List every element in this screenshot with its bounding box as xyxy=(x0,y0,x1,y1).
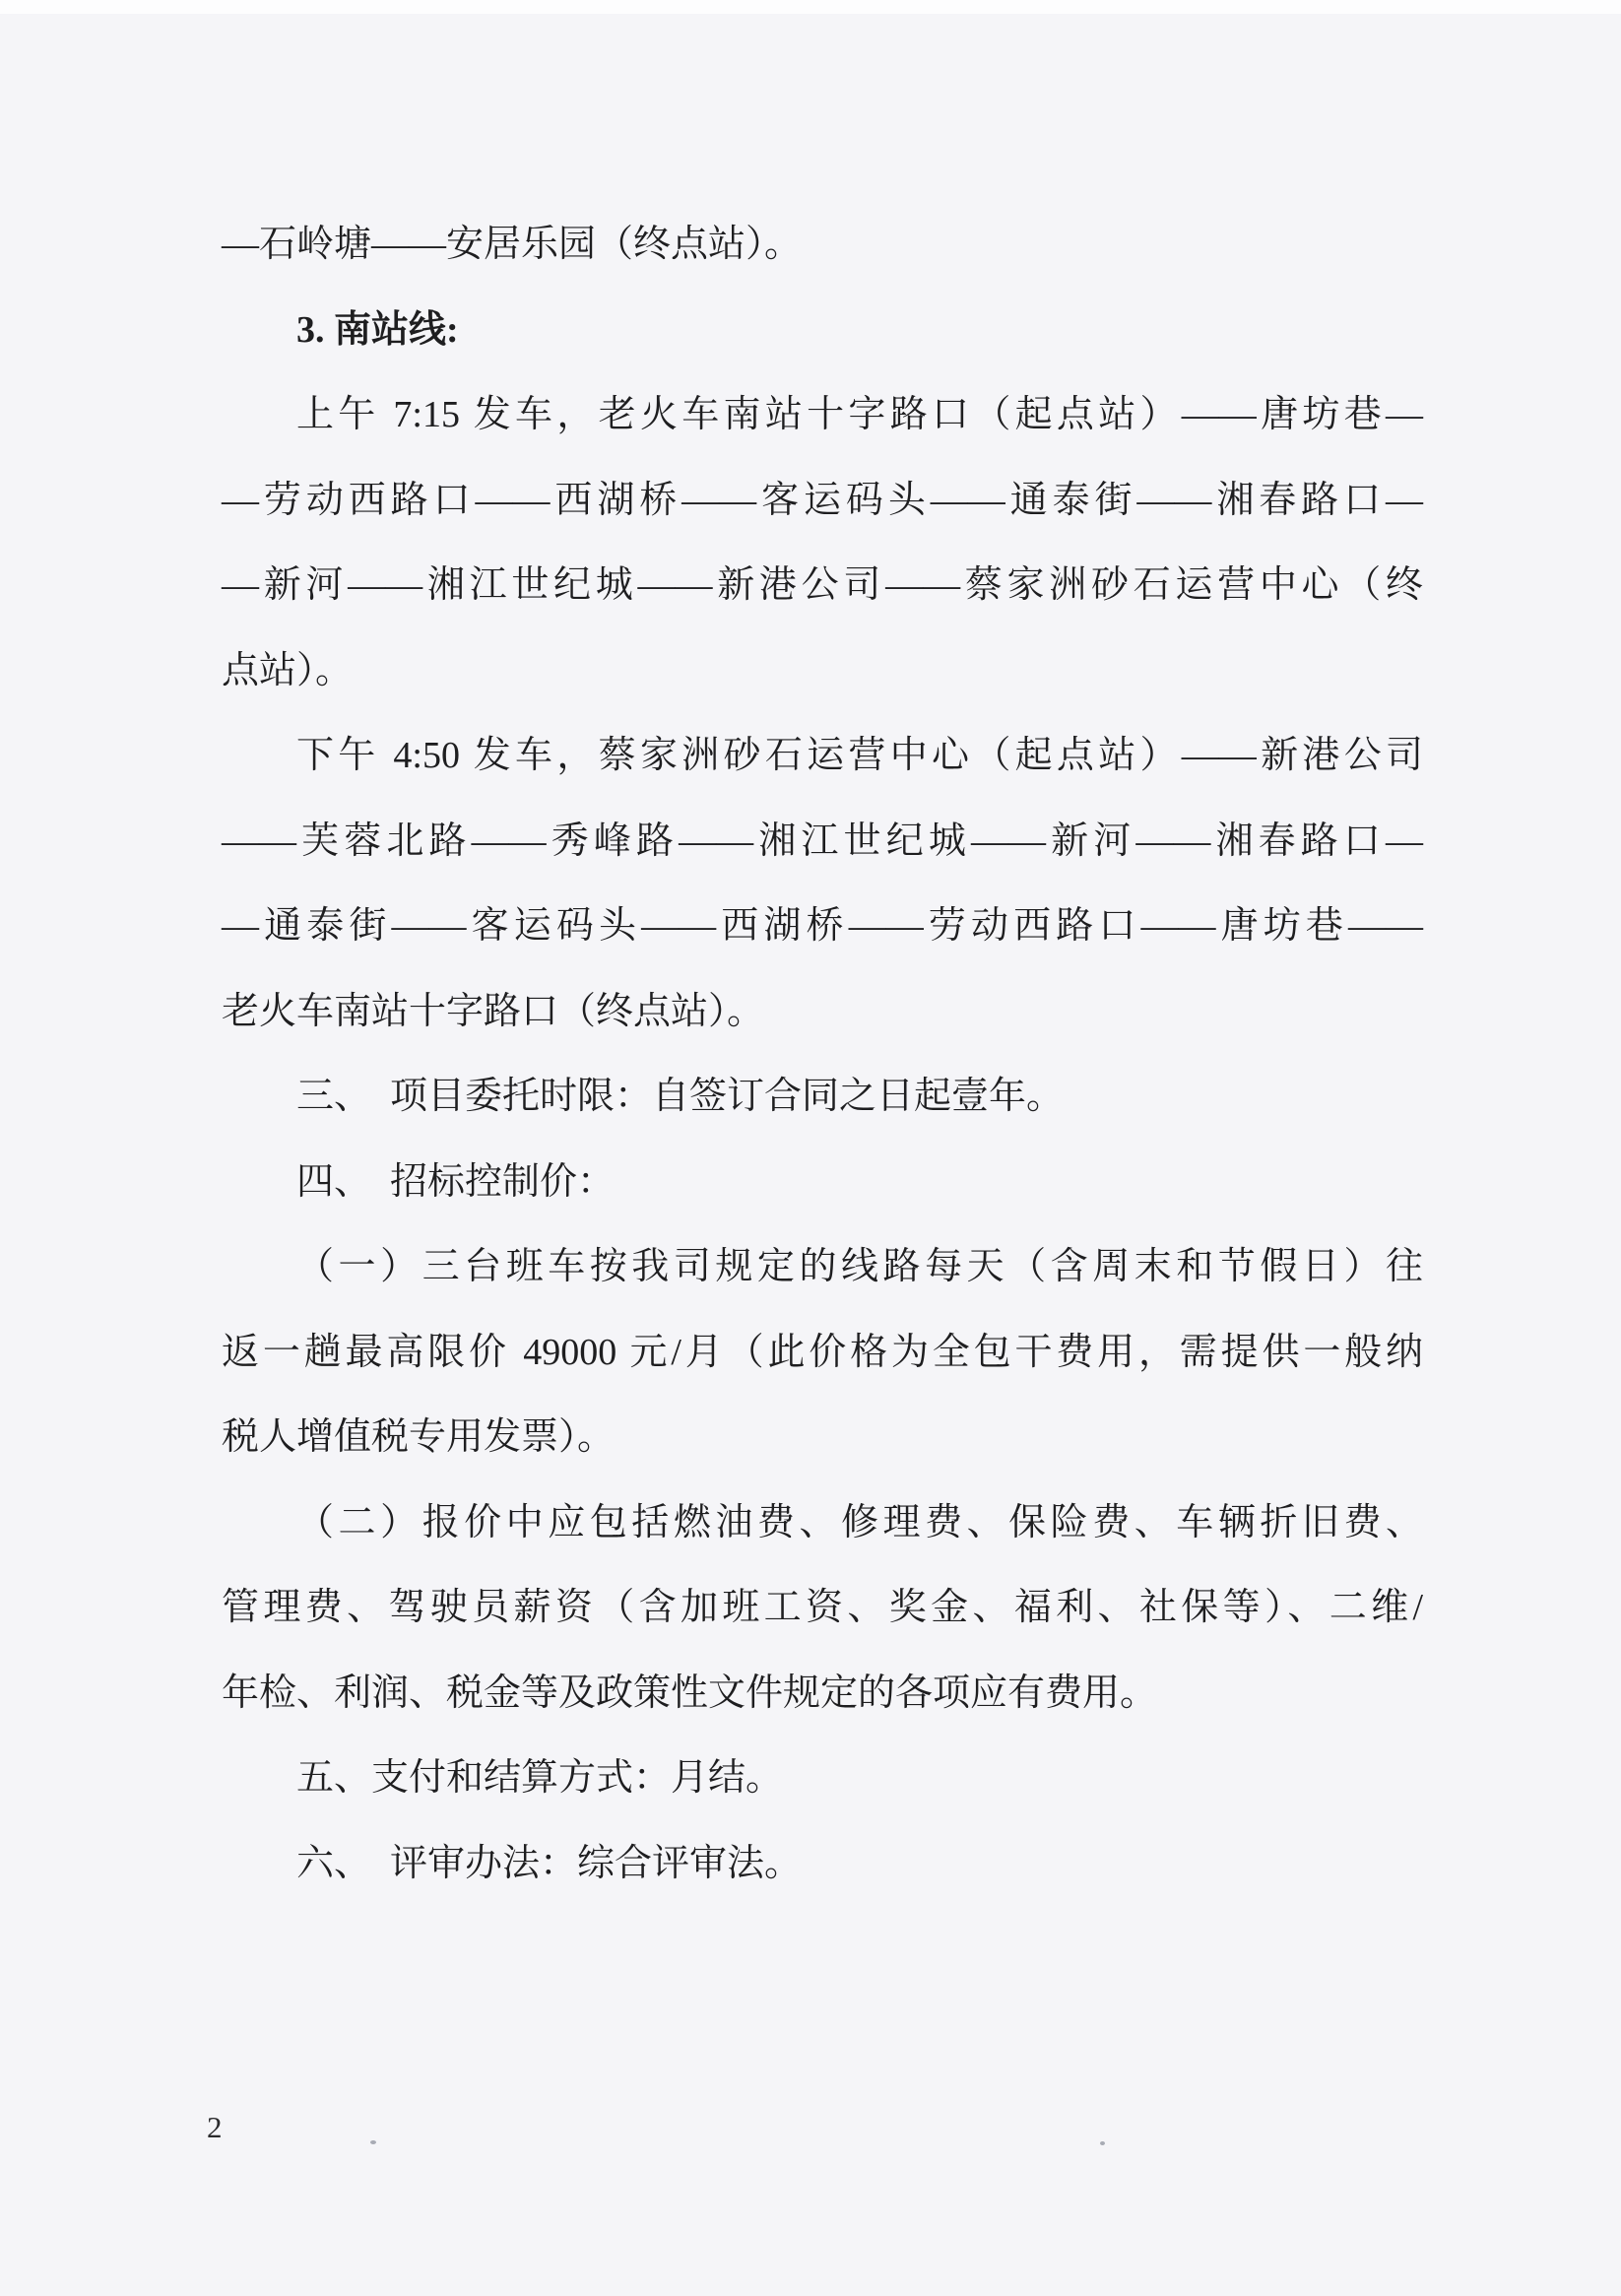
document-line: （二）报价中应包括燃油费、修理费、保险费、车辆折旧费、 xyxy=(296,1501,1423,1543)
scan-edge xyxy=(0,0,1621,14)
document-line: 返一趟最高限价 49000 元/月（此价格为全包干费用，需提供一般纳 xyxy=(222,1331,1423,1373)
document-line: —通泰街——客运码头——西湖桥——劳动西路口——唐坊巷—— xyxy=(222,905,1423,947)
scan-speck xyxy=(1100,2141,1105,2145)
document-line: —石岭塘——安居乐园（终点站）。 xyxy=(222,224,803,265)
page-number: 2 xyxy=(207,2110,223,2144)
document-line: —新河——湘江世纪城——新港公司——蔡家洲砂石运营中心（终 xyxy=(222,564,1423,606)
document-body xyxy=(222,202,1423,1906)
document-line: 下午 4:50 发车，蔡家洲砂石运营中心（起点站）——新港公司 xyxy=(296,735,1423,776)
document-line: （一）三台班车按我司规定的线路每天（含周末和节假日）往 xyxy=(296,1246,1423,1287)
clause-payment-method: 五、支付和结算方式：月结。 xyxy=(296,1757,784,1799)
document-line: 税人增值税专用发票）。 xyxy=(222,1416,616,1458)
document-line: —劳动西路口——西湖桥——客运码头——通泰街——湘春路口— xyxy=(222,479,1423,521)
document-line: 年检、利润、税金等及政策性文件规定的各项应有费用。 xyxy=(222,1672,1158,1714)
clause-review-method: 六、 评审办法：综合评审法。 xyxy=(296,1842,803,1884)
section-heading-south-station-line: 3. 南站线: xyxy=(296,308,459,351)
clause-bid-control-price: 四、 招标控制价： xyxy=(296,1160,616,1203)
clause-project-term: 三、 项目委托时限：自签订合同之日起壹年。 xyxy=(296,1076,1065,1117)
document-line: 管理费、驾驶员薪资（含加班工资、奖金、福利、社保等）、二维/ xyxy=(222,1587,1423,1628)
document-line: ——芙蓉北路——秀峰路——湘江世纪城——新河——湘春路口— xyxy=(222,820,1423,862)
document-line: 点站）。 xyxy=(222,649,354,691)
scan-speck xyxy=(370,2140,376,2144)
document-line: 老火车南站十字路口（终点站）。 xyxy=(222,990,765,1032)
document-line: 上午 7:15 发车，老火车南站十字路口（起点站）——唐坊巷— xyxy=(296,394,1423,435)
